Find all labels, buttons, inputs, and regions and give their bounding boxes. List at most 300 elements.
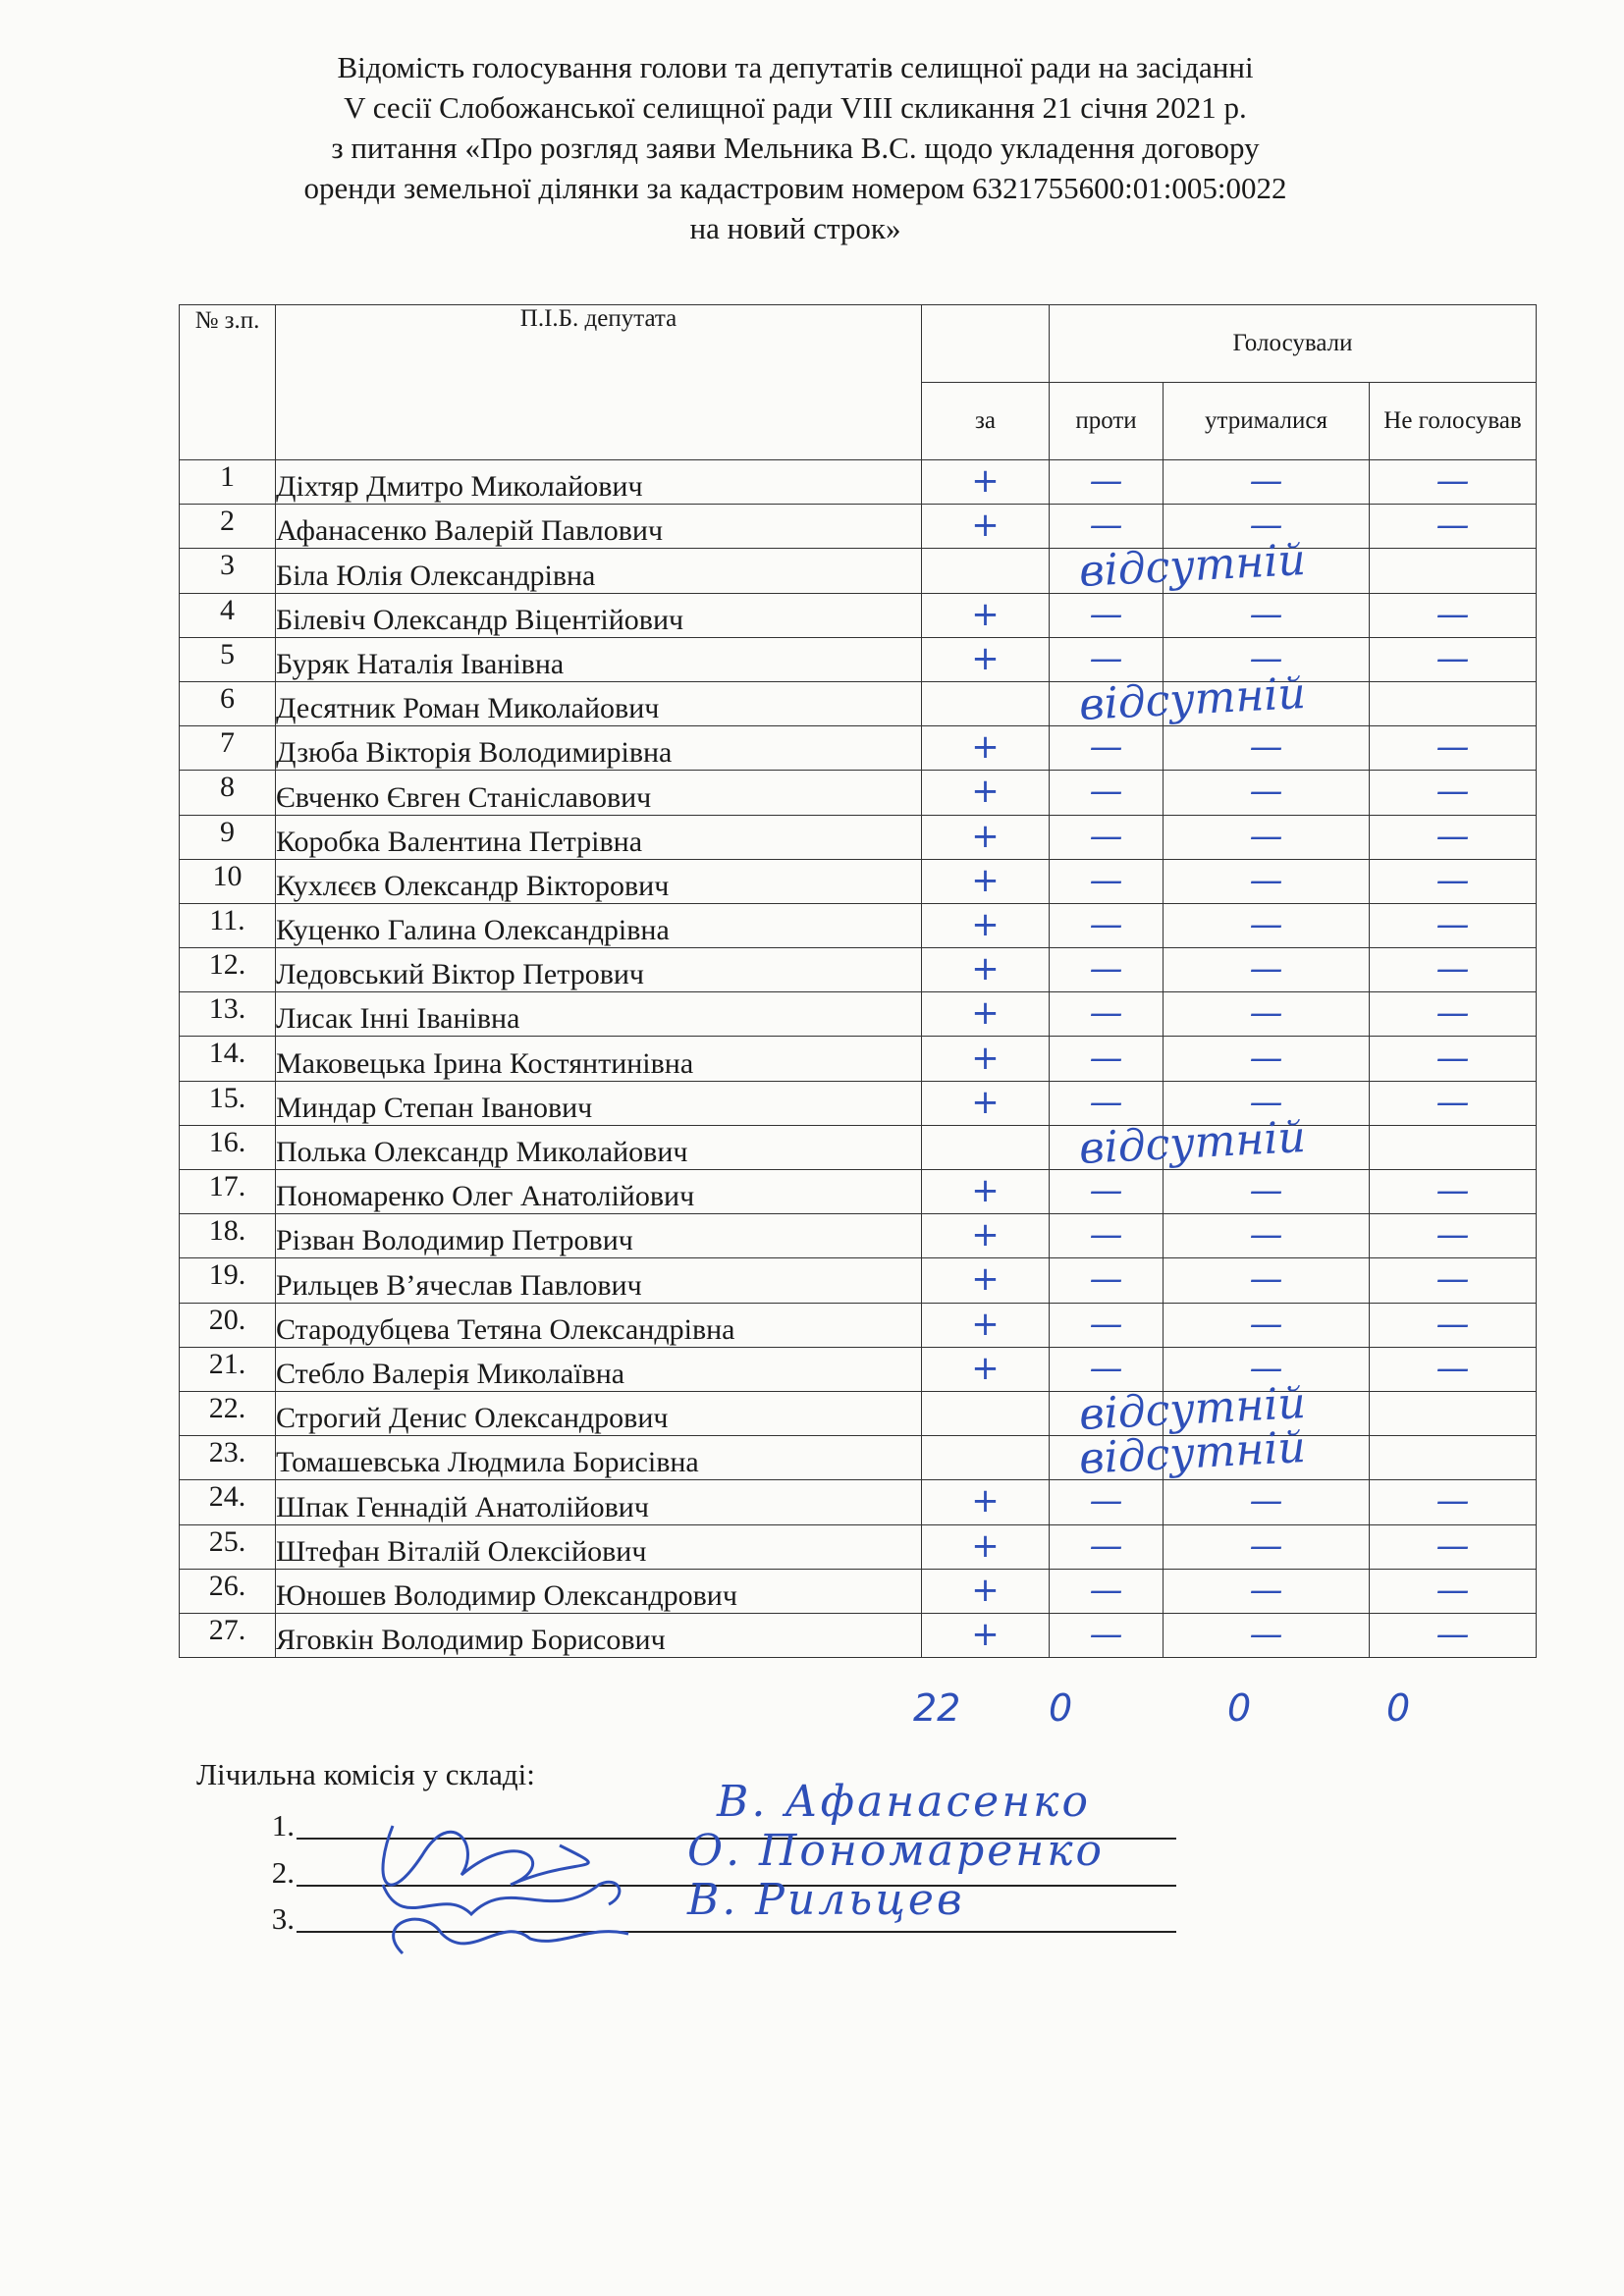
mark-abstained [1164, 903, 1370, 947]
dash-mark: — [1435, 772, 1470, 812]
mark-for [922, 1125, 1050, 1169]
mark-not-voted [1370, 815, 1537, 859]
mark-not-voted [1370, 549, 1537, 593]
mark-not-voted [1370, 1214, 1537, 1258]
mark-for [922, 948, 1050, 992]
mark-against [1050, 726, 1164, 771]
mark-not-voted [1370, 1613, 1537, 1657]
mark-for [922, 1613, 1050, 1657]
dash-mark: — [1249, 1570, 1283, 1610]
mark-abstained [1164, 1613, 1370, 1657]
mark-not-voted [1370, 1303, 1537, 1347]
dash-mark: — [1249, 1259, 1283, 1300]
table-row [180, 460, 1537, 505]
mark-against [1050, 948, 1164, 992]
deputy-name: Стародубцева Тетяна Олександрівна [276, 1303, 922, 1347]
mark-against [1050, 1081, 1164, 1125]
header-not-voted: Не голосував [1370, 383, 1537, 460]
document-title [157, 47, 1434, 248]
row-number: 24. [180, 1480, 276, 1524]
mark-absent [1050, 1111, 1308, 1174]
table-row [180, 1436, 1537, 1480]
row-number: 21. [180, 1347, 276, 1391]
dash-mark: — [1249, 860, 1283, 900]
mark-not-voted [1370, 1347, 1537, 1391]
dash-mark: — [1435, 1215, 1470, 1255]
dash-mark: — [1089, 816, 1123, 856]
table-row [180, 1258, 1537, 1303]
dash-mark: — [1249, 1348, 1283, 1388]
dash-mark: — [1435, 1481, 1470, 1522]
row-number: 19. [180, 1258, 276, 1303]
mark-against [1050, 859, 1164, 903]
table-row [180, 1480, 1537, 1524]
dash-mark: — [1435, 1570, 1470, 1610]
mark-against [1050, 460, 1164, 505]
total-for: 22 [913, 1686, 961, 1730]
row-number: 26. [180, 1569, 276, 1613]
mark-not-voted [1370, 1524, 1537, 1569]
dash-mark: — [1435, 816, 1470, 856]
deputy-name: Маковецька Ірина Костянтинівна [276, 1037, 922, 1081]
row-number: 10 [180, 859, 276, 903]
dash-mark: — [1089, 1348, 1123, 1388]
mark-against [1050, 1170, 1164, 1214]
plus-mark: + [971, 638, 1000, 678]
plus-mark: + [971, 772, 1000, 812]
mark-for [922, 1258, 1050, 1303]
deputy-name: Білевіч Олександр Віцентійович [276, 593, 922, 637]
mark-not-voted [1370, 1170, 1537, 1214]
mark-abstained [1164, 1037, 1370, 1081]
dash-mark: — [1089, 1038, 1123, 1078]
deputy-name: Яговкін Володимир Борисович [276, 1613, 922, 1657]
dash-mark: — [1249, 638, 1283, 678]
mark-against [1050, 1037, 1164, 1081]
mark-for [922, 1569, 1050, 1613]
mark-not-voted [1370, 771, 1537, 815]
row-number: 23. [180, 1436, 276, 1480]
dash-mark: — [1089, 1171, 1123, 1211]
mark-against [1050, 771, 1164, 815]
mark-not-voted [1370, 1125, 1537, 1169]
mark-for [922, 1347, 1050, 1391]
mark-against [1050, 1258, 1164, 1303]
plus-mark: + [971, 816, 1000, 856]
mark-absent [1050, 667, 1308, 730]
total-not-voted: 0 [1386, 1686, 1411, 1730]
mark-for [922, 771, 1050, 815]
dash-mark: — [1249, 727, 1283, 768]
table-row [180, 948, 1537, 992]
dash-mark: — [1435, 993, 1470, 1034]
mark-for [922, 637, 1050, 681]
table-row [180, 815, 1537, 859]
mark-not-voted [1370, 948, 1537, 992]
absent-note: відсутній [1077, 535, 1308, 598]
row-number: 27. [180, 1613, 276, 1657]
dash-mark: — [1249, 816, 1283, 856]
signed-name: В. Рильцев [687, 1875, 965, 1925]
commission-label: Лічильна комісія у складі: [196, 1757, 535, 1791]
deputy-name: Різван Володимир Петрович [276, 1214, 922, 1258]
table-row [180, 1569, 1537, 1613]
row-number: 22. [180, 1391, 276, 1435]
plus-mark: + [971, 461, 1000, 502]
mark-for [922, 859, 1050, 903]
row-number: 15. [180, 1081, 276, 1125]
table-row [180, 992, 1537, 1037]
mark-abstained [1164, 1303, 1370, 1347]
dash-mark: — [1249, 594, 1283, 634]
row-number: 16. [180, 1125, 276, 1169]
mark-abstained [1164, 1214, 1370, 1258]
dash-mark: — [1249, 772, 1283, 812]
mark-for [922, 593, 1050, 637]
row-number: 17. [180, 1170, 276, 1214]
plus-mark: + [971, 1348, 1000, 1388]
mark-abstained [1164, 1436, 1370, 1480]
mark-for [922, 1037, 1050, 1081]
plus-mark: + [971, 1038, 1000, 1078]
mark-not-voted [1370, 637, 1537, 681]
plus-mark: + [971, 1259, 1000, 1300]
title-line: Відомість голосування голови та депутатів селищної ради на засіданні [337, 50, 1254, 84]
mark-abstained [1164, 859, 1370, 903]
dash-mark: — [1435, 949, 1470, 989]
mark-abstained [1164, 726, 1370, 771]
row-number: 12. [180, 948, 276, 992]
total-against: 0 [1049, 1686, 1073, 1730]
mark-against [1050, 1303, 1164, 1347]
mark-abstained [1164, 1170, 1370, 1214]
table-row [180, 1125, 1537, 1169]
deputy-name: Миндар Степан Іванович [276, 1081, 922, 1125]
mark-not-voted [1370, 726, 1537, 771]
deputy-name: Лисак Інні Іванівна [276, 992, 922, 1037]
dash-mark: — [1089, 638, 1123, 678]
dash-mark: — [1435, 1259, 1470, 1300]
table-row [180, 1170, 1537, 1214]
dash-mark: — [1249, 1304, 1283, 1344]
table-row [180, 505, 1537, 549]
table-row [180, 1391, 1537, 1435]
deputy-name: Шпак Геннадій Анатолійович [276, 1480, 922, 1524]
mark-not-voted [1370, 505, 1537, 549]
mark-abstained [1164, 1524, 1370, 1569]
mark-abstained [1164, 681, 1370, 725]
deputy-name: Кухлєєв Олександр Вікторович [276, 859, 922, 903]
dash-mark: — [1089, 949, 1123, 989]
row-number: 7 [180, 726, 276, 771]
mark-for [922, 992, 1050, 1037]
title-line: з питання «Про розгляд заяви Мельника В.С. щодо укладення договору [331, 131, 1260, 165]
mark-absent [1050, 1422, 1308, 1485]
dash-mark: — [1089, 1481, 1123, 1522]
dash-mark: — [1249, 949, 1283, 989]
header-abstained: утрималися [1164, 383, 1370, 460]
deputy-name: Полька Олександр Миколайович [276, 1125, 922, 1169]
table-row [180, 1524, 1537, 1569]
dash-mark: — [1249, 506, 1283, 546]
plus-mark: + [971, 727, 1000, 768]
mark-not-voted [1370, 1569, 1537, 1613]
signature-number: 2. [271, 1855, 295, 1890]
mark-not-voted [1370, 1258, 1537, 1303]
mark-for [922, 1214, 1050, 1258]
mark-abstained [1164, 992, 1370, 1037]
row-number: 4 [180, 593, 276, 637]
plus-mark: + [971, 904, 1000, 944]
mark-against [1050, 1480, 1164, 1524]
row-number: 6 [180, 681, 276, 725]
mark-not-voted [1370, 1436, 1537, 1480]
mark-for [922, 549, 1050, 593]
mark-absent [1050, 535, 1308, 598]
signature-number: 1. [271, 1808, 295, 1842]
deputy-name: Біла Юлія Олександрівна [276, 549, 922, 593]
deputy-name: Юношев Володимир Олександрович [276, 1569, 922, 1613]
mark-abstained [1164, 1480, 1370, 1524]
dash-mark: — [1089, 1082, 1123, 1122]
mark-abstained [1164, 771, 1370, 815]
mark-for [922, 1170, 1050, 1214]
mark-abstained [1164, 815, 1370, 859]
dash-mark: — [1435, 727, 1470, 768]
absent-note: відсутній [1077, 1377, 1308, 1440]
dash-mark: — [1435, 638, 1470, 678]
table-row [180, 637, 1537, 681]
table-row [180, 903, 1537, 947]
dash-mark: — [1435, 1525, 1470, 1566]
deputy-name: Євченко Євген Станіславович [276, 771, 922, 815]
absent-note: відсутній [1077, 667, 1308, 730]
row-number: 14. [180, 1037, 276, 1081]
mark-abstained [1164, 460, 1370, 505]
dash-mark: — [1089, 461, 1123, 502]
mark-not-voted [1370, 992, 1537, 1037]
dash-mark: — [1249, 904, 1283, 944]
row-number: 8 [180, 771, 276, 815]
row-number: 2 [180, 505, 276, 549]
mark-for [922, 505, 1050, 549]
dash-mark: — [1435, 1082, 1470, 1122]
deputy-name: Діхтяр Дмитро Миколайович [276, 460, 922, 505]
row-number: 11. [180, 903, 276, 947]
mark-for [922, 726, 1050, 771]
absent-note: відсутній [1077, 1111, 1308, 1174]
mark-for [922, 460, 1050, 505]
deputy-name: Десятник Роман Миколайович [276, 681, 922, 725]
mark-not-voted [1370, 593, 1537, 637]
voting-table [179, 304, 1537, 1658]
row-number: 18. [180, 1214, 276, 1258]
plus-mark: + [971, 506, 1000, 546]
mark-abstained [1164, 549, 1370, 593]
mark-for [922, 903, 1050, 947]
row-number: 3 [180, 549, 276, 593]
table-row [180, 726, 1537, 771]
mark-against [1050, 1524, 1164, 1569]
signature-scribble [363, 1787, 658, 1983]
row-number: 9 [180, 815, 276, 859]
mark-for [922, 1391, 1050, 1435]
plus-mark: + [971, 993, 1000, 1034]
row-number: 20. [180, 1303, 276, 1347]
deputy-name: Коробка Валентина Петрівна [276, 815, 922, 859]
dash-mark: — [1249, 1082, 1283, 1122]
mark-not-voted [1370, 460, 1537, 505]
deputy-name: Стебло Валерія Миколаївна [276, 1347, 922, 1391]
plus-mark: + [971, 1082, 1000, 1122]
deputy-name: Рильцев В’ячеслав Павлович [276, 1258, 922, 1303]
dash-mark: — [1089, 594, 1123, 634]
plus-mark: + [971, 1171, 1000, 1211]
deputy-name: Буряк Наталія Іванівна [276, 637, 922, 681]
plus-mark: + [971, 1525, 1000, 1566]
dash-mark: — [1249, 1525, 1283, 1566]
row-number: 5 [180, 637, 276, 681]
row-number: 25. [180, 1524, 276, 1569]
signed-name: В. Афанасенко [717, 1777, 1091, 1827]
mark-abstained [1164, 1569, 1370, 1613]
plus-mark: + [971, 1614, 1000, 1654]
mark-not-voted [1370, 1037, 1537, 1081]
dash-mark: — [1249, 993, 1283, 1034]
title-line: V сесії Слобожанської селищної ради VIII скликання 21 січня 2021 р. [344, 90, 1247, 125]
deputy-name: Строгий Денис Олександрович [276, 1391, 922, 1435]
header-for: за [922, 383, 1050, 460]
mark-for [922, 1524, 1050, 1569]
dash-mark: — [1089, 506, 1123, 546]
mark-for [922, 1480, 1050, 1524]
mark-against [1050, 1214, 1164, 1258]
dash-mark: — [1435, 461, 1470, 502]
row-number: 1 [180, 460, 276, 505]
dash-mark: — [1089, 727, 1123, 768]
title-line: оренди земельної ділянки за кадастровим номером 6321755600:01:005:0022 [303, 171, 1287, 205]
table-row [180, 1081, 1537, 1125]
mark-for [922, 1303, 1050, 1347]
plus-mark: + [971, 1304, 1000, 1344]
mark-abstained [1164, 948, 1370, 992]
dash-mark: — [1089, 993, 1123, 1034]
dash-mark: — [1249, 1215, 1283, 1255]
header-voted: Голосували [1050, 305, 1537, 383]
mark-against [1050, 1569, 1164, 1613]
mark-absent [1050, 1377, 1308, 1440]
plus-mark: + [971, 1481, 1000, 1522]
mark-abstained [1164, 1258, 1370, 1303]
plus-mark: + [971, 594, 1000, 634]
dash-mark: — [1089, 860, 1123, 900]
mark-abstained [1164, 1125, 1370, 1169]
plus-mark: + [971, 860, 1000, 900]
table-row [180, 1347, 1537, 1391]
table-row [180, 859, 1537, 903]
dash-mark: — [1435, 1171, 1470, 1211]
table-row [180, 1303, 1537, 1347]
dash-mark: — [1435, 860, 1470, 900]
dash-mark: — [1249, 1614, 1283, 1654]
dash-mark: — [1249, 1038, 1283, 1078]
mark-against [1050, 1347, 1164, 1391]
table-row [180, 681, 1537, 725]
mark-for [922, 1436, 1050, 1480]
dash-mark: — [1435, 904, 1470, 944]
header-blank [922, 305, 1050, 383]
absent-note: відсутній [1077, 1422, 1308, 1485]
plus-mark: + [971, 1215, 1000, 1255]
table-row [180, 1037, 1537, 1081]
mark-for [922, 1081, 1050, 1125]
signed-name: О. Пономаренко [687, 1826, 1106, 1876]
mark-not-voted [1370, 681, 1537, 725]
table-body [180, 460, 1537, 1658]
table-row [180, 771, 1537, 815]
total-abstained: 0 [1227, 1686, 1252, 1730]
mark-against [1050, 992, 1164, 1037]
dash-mark: — [1089, 772, 1123, 812]
plus-mark: + [971, 1570, 1000, 1610]
dash-mark: — [1435, 1348, 1470, 1388]
header-against: проти [1050, 383, 1164, 460]
table-row [180, 593, 1537, 637]
table-row [180, 1214, 1537, 1258]
dash-mark: — [1089, 1259, 1123, 1300]
mark-against [1050, 815, 1164, 859]
dash-mark: — [1089, 1304, 1123, 1344]
mark-for [922, 681, 1050, 725]
dash-mark: — [1435, 1038, 1470, 1078]
mark-for [922, 815, 1050, 859]
signature-number: 3. [271, 1901, 295, 1936]
deputy-name: Афанасенко Валерій Павлович [276, 505, 922, 549]
dash-mark: — [1089, 1570, 1123, 1610]
deputy-name: Штефан Віталій Олексійович [276, 1524, 922, 1569]
mark-against [1050, 505, 1164, 549]
dash-mark: — [1435, 506, 1470, 546]
mark-not-voted [1370, 1480, 1537, 1524]
mark-against [1050, 1613, 1164, 1657]
plus-mark: + [971, 949, 1000, 989]
dash-mark: — [1435, 1614, 1470, 1654]
mark-not-voted [1370, 1081, 1537, 1125]
deputy-name: Куценко Галина Олександрівна [276, 903, 922, 947]
mark-against [1050, 637, 1164, 681]
dash-mark: — [1249, 461, 1283, 502]
table-row [180, 1613, 1537, 1657]
mark-against [1050, 593, 1164, 637]
title-line: на новий строк» [689, 211, 901, 245]
deputy-name: Дзюба Вікторія Володимирівна [276, 726, 922, 771]
header-name: П.І.Б. депутата [276, 305, 922, 460]
dash-mark: — [1249, 1171, 1283, 1211]
dash-mark: — [1089, 1525, 1123, 1566]
dash-mark: — [1435, 594, 1470, 634]
deputy-name: Томашевська Людмила Борисівна [276, 1436, 922, 1480]
dash-mark: — [1089, 904, 1123, 944]
dash-mark: — [1435, 1304, 1470, 1344]
dash-mark: — [1089, 1614, 1123, 1654]
mark-not-voted [1370, 903, 1537, 947]
mark-against [1050, 903, 1164, 947]
dash-mark: — [1249, 1481, 1283, 1522]
mark-abstained [1164, 593, 1370, 637]
table-row [180, 549, 1537, 593]
mark-not-voted [1370, 859, 1537, 903]
dash-mark: — [1089, 1215, 1123, 1255]
